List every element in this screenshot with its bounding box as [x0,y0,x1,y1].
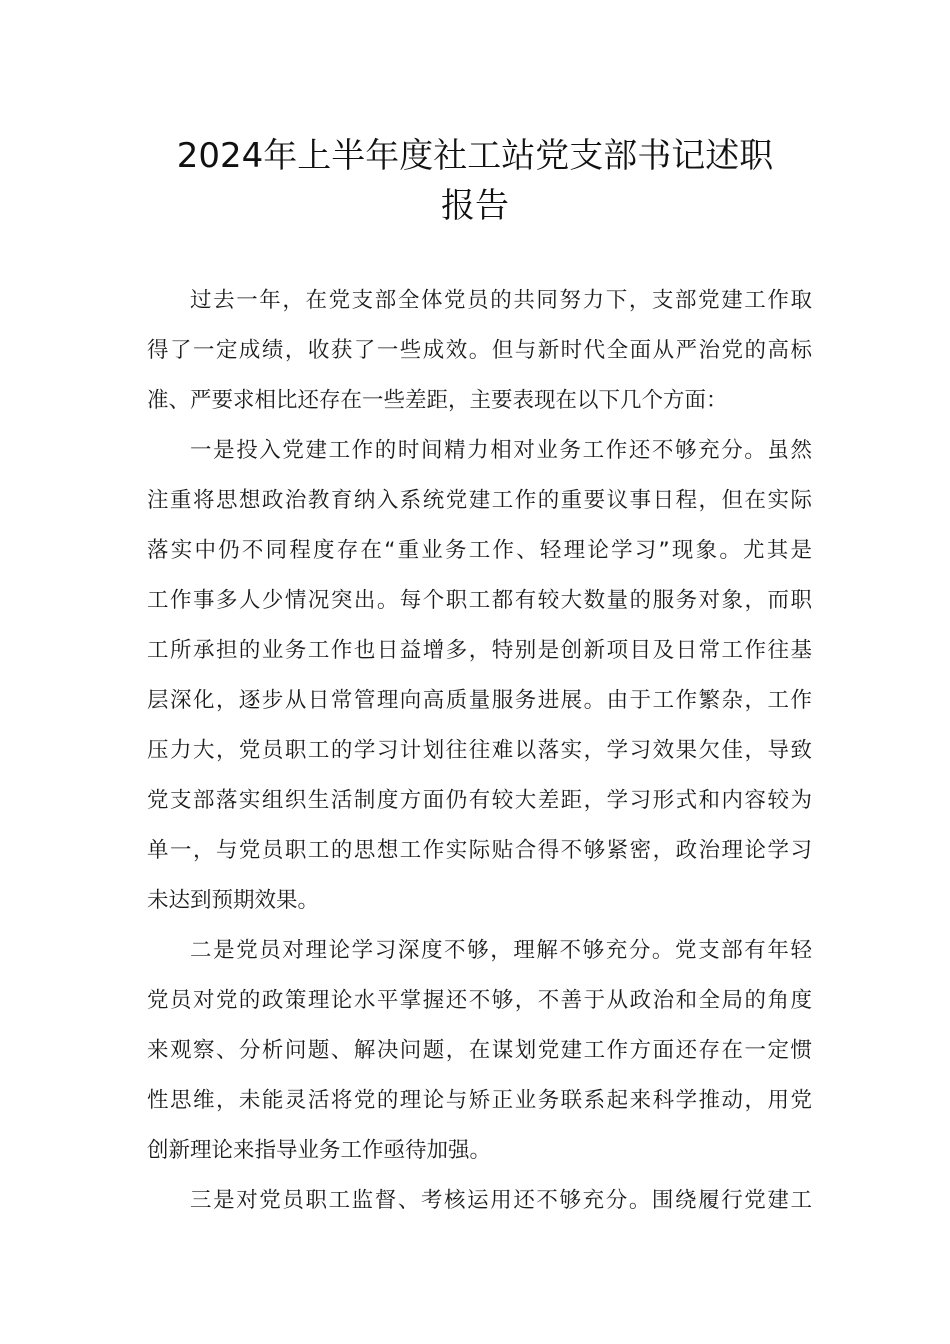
document-title-line-1: 2024年上半年度社工站党支部书记述职 [176,136,774,176]
document-title-line-2: 报告 [441,186,509,226]
paragraph-3-line-1: 二是党员对理论学习深度不够，理解不够充分。党支部有年轻 [190,938,812,963]
paragraph-2-line-7: 压力大，党员职工的学习计划往往难以落实，学习效果欠佳，导致 [147,738,812,763]
paragraph-4-line-1: 三是对党员职工监督、考核运用还不够充分。围绕履行党建工 [190,1188,812,1213]
paragraph-1-line-1: 过去一年，在党支部全体党员的共同努力下，支部党建工作取 [190,288,812,313]
paragraph-1-line-3: 准、严要求相比还存在一些差距，主要表现在以下几个方面： [147,388,728,413]
paragraph-2-line-9: 单一，与党员职工的思想工作实际贴合得不够紧密，政治理论学习 [147,838,812,863]
paragraph-3-line-4: 性思维，未能灵活将党的理论与矫正业务联系起来科学推动，用党 [147,1088,812,1113]
paragraph-2-line-3: 落实中仍不同程度存在“重业务工作、轻理论学习”现象。尤其是 [147,538,812,563]
paragraph-2-line-1: 一是投入党建工作的时间精力相对业务工作还不够充分。虽然 [190,438,812,463]
paragraph-2-line-10: 未达到预期效果。 [147,888,320,913]
paragraph-1-line-2: 得了一定成绩，收获了一些成效。但与新时代全面从严治党的高标 [147,338,812,363]
paragraph-2-line-8: 党支部落实组织生活制度方面仍有较大差距，学习形式和内容较为 [147,788,812,813]
paragraph-3-line-3: 来观察、分析问题、解决问题，在谋划党建工作方面还存在一定惯 [147,1038,812,1063]
paragraph-2-line-5: 工所承担的业务工作也日益增多，特别是创新项目及日常工作往基 [147,638,812,663]
paragraph-3-line-5: 创新理论来指导业务工作亟待加强。 [147,1138,492,1163]
paragraph-2-line-4: 工作事多人少情况突出。每个职工都有较大数量的服务对象，而职 [147,588,812,613]
paragraph-2-line-6: 层深化，逐步从日常管理向高质量服务进展。由于工作繁杂，工作 [147,688,812,713]
paragraph-2-line-2: 注重将思想政治教育纳入系统党建工作的重要议事日程，但在实际 [147,488,812,513]
paragraph-3-line-2: 党员对党的政策理论水平掌握还不够，不善于从政治和全局的角度 [147,988,812,1013]
